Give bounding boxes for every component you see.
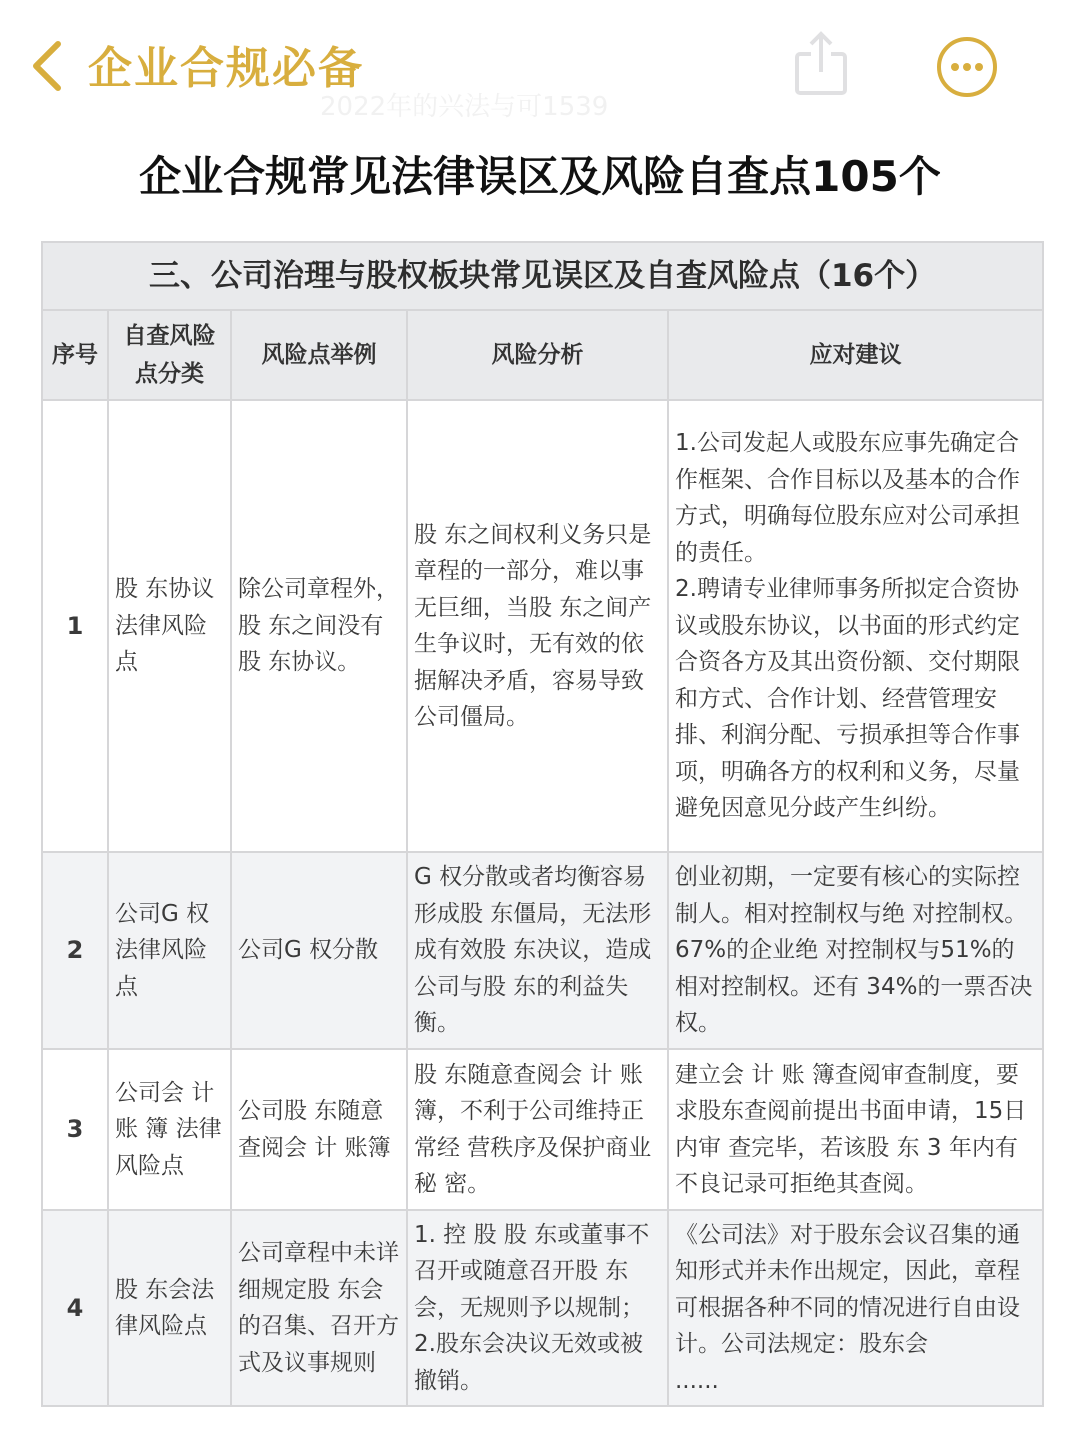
document-title: 企业合规常见法律误区及风险自查点105个 xyxy=(139,152,941,201)
app-title: 企业合规必备 xyxy=(88,43,364,94)
row-analysis: 股 东随意查阅会 计 账簿，不利于公司维持正常经 营秩序及保护商业秘 密。 xyxy=(407,1049,668,1210)
row-example: 除公司章程外，股 东之间没有股 东协议。 xyxy=(231,400,407,852)
row-number: 1 xyxy=(42,400,108,852)
faded-watermark-text: 2022年的兴法与可1539 xyxy=(320,92,609,122)
advice-ellipsis: ...... xyxy=(675,1367,719,1394)
more-options-button[interactable] xyxy=(936,36,998,98)
row-advice: 创业初期，一定要有核心的实际控制人。相对控制权与绝 对控制权。67%的企业绝 对控制权与51%的相对控制权。还有 34%的一票否决权。 xyxy=(668,852,1043,1049)
header-category: 自查风险点分类 xyxy=(108,310,231,400)
row-number: 4 xyxy=(42,1210,108,1406)
row-category: 股 东会法律风险点 xyxy=(108,1210,231,1406)
table-row xyxy=(42,400,1043,852)
analysis-item: 1. 控 股 股 东或董事不召开或随意召开股 东会，无规则予以规制； xyxy=(414,1221,650,1321)
row-advice xyxy=(668,1210,1043,1406)
table-row xyxy=(42,852,1043,1049)
row-category: 公司会 计账 簿 法律风险点 xyxy=(108,1049,231,1210)
header-analysis: 风险分析 xyxy=(407,310,668,400)
table-row xyxy=(42,1210,1043,1406)
advice-item: 2.聘请专业律师事务所拟定合资协议或股东协议，以书面的形式约定合资各方及其出资份额、交付期限和方式、合作计划、经营管理安排、利润分配、亏损承担等合作事项，明确各方的权利和义务，尽量避免因意见分歧产生纠纷。 xyxy=(675,576,1020,822)
row-category: 股 东协议法律风险点 xyxy=(108,400,231,852)
header-no: 序号 xyxy=(42,310,108,400)
row-analysis: 股 东之间权利义务只是章程的一部分，难以事无巨细，当股 东之间产生争议时，无有效的依据解决矛盾，容易导致公司僵局。 xyxy=(407,400,668,852)
row-advice xyxy=(668,400,1043,852)
row-analysis: G 权分散或者均衡容易形成股 东僵局，无法形成有效股 东决议，造成公司与股 东的利益失衡。 xyxy=(407,852,668,1049)
advice-item: 1.公司发起人或股东应事先确定合作框架、合作目标以及基本的合作方式，明确每位股东应对公司承担的责任。 xyxy=(675,430,1020,566)
section-title: 三、公司治理与股权板块常见误区及自查风险点（16个） xyxy=(42,242,1043,310)
row-category: 公司G 权法律风险点 xyxy=(108,852,231,1049)
row-example: 公司股 东随意查阅会 计 账簿 xyxy=(231,1049,407,1210)
row-analysis xyxy=(407,1210,668,1406)
advice-item: 《公司法》对于股东会议召集的通知形式并未作出规定，因此，章程可根据各种不同的情况进行自由设计。公司法规定：股东会 xyxy=(675,1221,1020,1358)
table-header-row xyxy=(42,310,1043,400)
header-example: 风险点举例 xyxy=(231,310,407,400)
analysis-item: 2.股东会决议无效或被撤销。 xyxy=(414,1331,643,1394)
row-example: 公司章程中未详细规定股 东会的召集、召开方式及议事规则 xyxy=(231,1210,407,1406)
share-button[interactable] xyxy=(794,30,848,98)
row-number: 2 xyxy=(42,852,108,1049)
share-icon xyxy=(794,30,848,98)
header-advice: 应对建议 xyxy=(668,310,1043,400)
row-example: 公司G 权分散 xyxy=(231,852,407,1049)
top-navigation-bar xyxy=(0,0,1080,125)
chevron-left-icon xyxy=(28,40,68,92)
table-row xyxy=(42,1049,1043,1210)
more-dots-icon xyxy=(936,36,998,98)
risk-table xyxy=(41,241,1044,1407)
back-button[interactable] xyxy=(28,40,68,92)
row-advice: 建立会 计 账 簿查阅审查制度，要求股东查阅前提出书面申请，15日内审 查完毕，若该股 东 3 年内有不良记录可拒绝其查阅。 xyxy=(668,1049,1043,1210)
row-number: 3 xyxy=(42,1049,108,1210)
